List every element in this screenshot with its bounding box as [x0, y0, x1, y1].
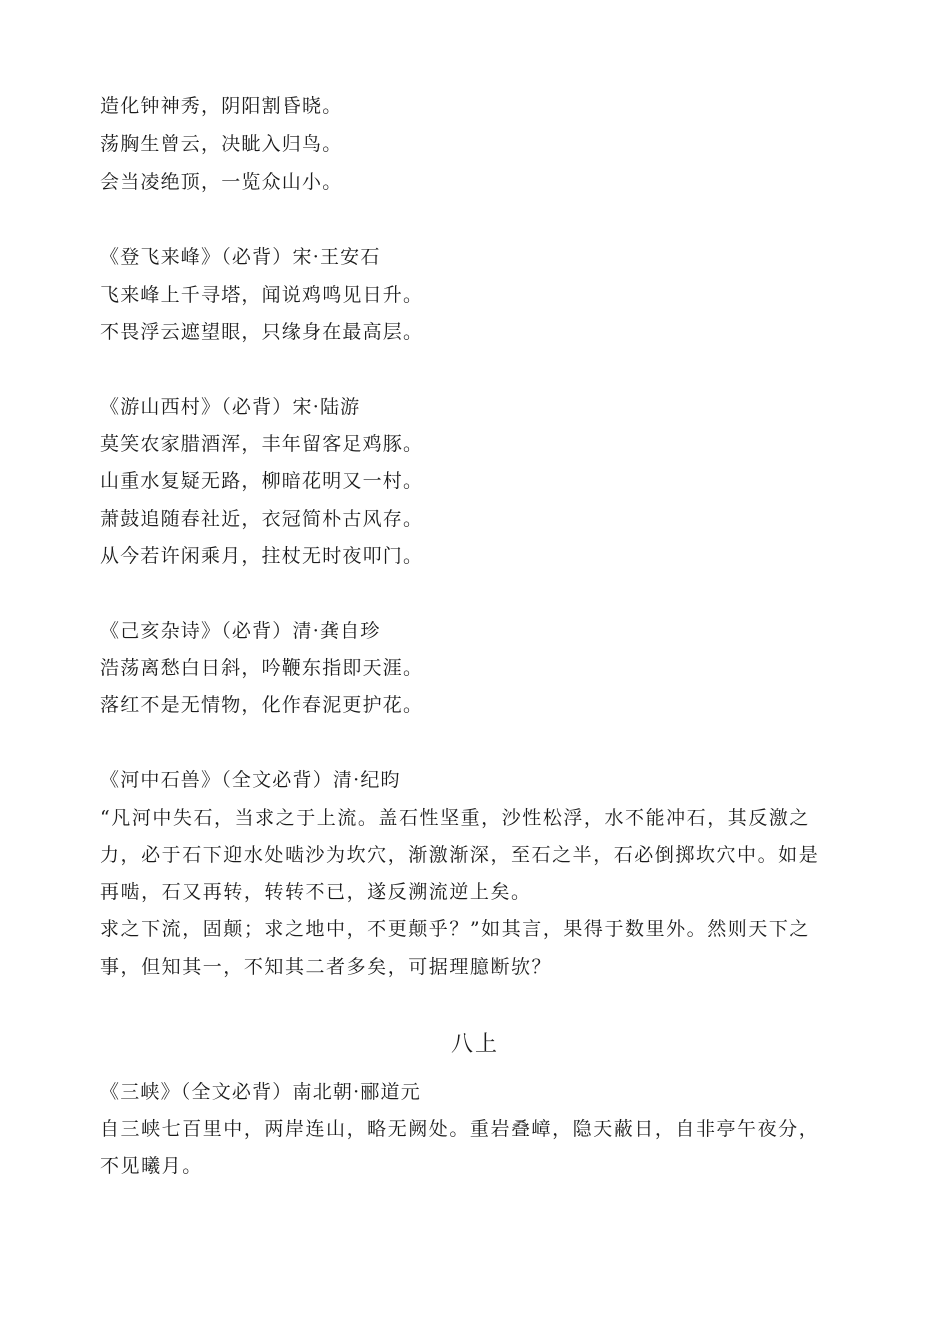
prose-line: 事，但知其一，不知其二者多矣，可据理臆断欤？	[100, 956, 553, 978]
poem-line: 飞来峰上千寻塔，闻说鸡鸣见日升。	[100, 284, 424, 306]
poem-line: 莫笑农家腊酒浑，丰年留客足鸡豚。	[100, 433, 424, 455]
prose-line: “凡河中失石，当求之于上流。盖石性坚重，沙性松浮，水不能冲石，其反激之	[100, 807, 810, 829]
prose-line: 求之下流，固颠；求之地中，不更颠乎？”如其言，果得于数里外。然则天下之	[100, 918, 810, 940]
poem-line: 从今若许闲乘月，拄杖无时夜叩门。	[100, 545, 424, 567]
prose-line: 不见曦月。	[100, 1155, 203, 1177]
poem-title: 《登飞来峰》（必背）宋·王安石	[100, 246, 381, 268]
section-heading: 八上	[450, 1032, 499, 1057]
prose-title: 《河中石兽》（全文必背）清·纪昀	[100, 769, 401, 791]
poem-line: 萧鼓追随春社近，衣冠简朴古风存。	[100, 508, 424, 530]
poem-line: 不畏浮云遮望眼，只缘身在最高层。	[100, 321, 424, 343]
prose-title: 《三峡》（全文必背）南北朝·郦道元	[100, 1081, 421, 1103]
poem-line: 落红不是无情物，化作春泥更护花。	[100, 694, 424, 716]
poem-line: 造化钟神秀，阴阳割昏晓。	[100, 95, 343, 117]
poem-line: 会当凌绝顶，一览众山小。	[100, 171, 343, 193]
poem-line: 山重水复疑无路，柳暗花明又一村。	[100, 470, 424, 492]
poem-title: 《己亥杂诗》（必背）清·龚自珍	[100, 620, 381, 642]
poem-line: 浩荡离愁白日斜，吟鞭东指即天涯。	[100, 657, 424, 679]
poem-title: 《游山西村》（必背）宋·陆游	[100, 396, 361, 418]
poem-line: 荡胸生曾云，决眦入归鸟。	[100, 133, 343, 155]
prose-line: 力，必于石下迎水处啮沙为坎穴，渐激渐深，至石之半，石必倒掷坎穴中。如是	[100, 844, 820, 866]
prose-line: 自三峡七百里中，两岸连山，略无阙处。重岩叠嶂，隐天蔽日，自非亭午夜分，	[100, 1118, 820, 1140]
prose-line: 再啮，石又再转，转转不已，遂反溯流逆上矣。	[100, 881, 532, 903]
